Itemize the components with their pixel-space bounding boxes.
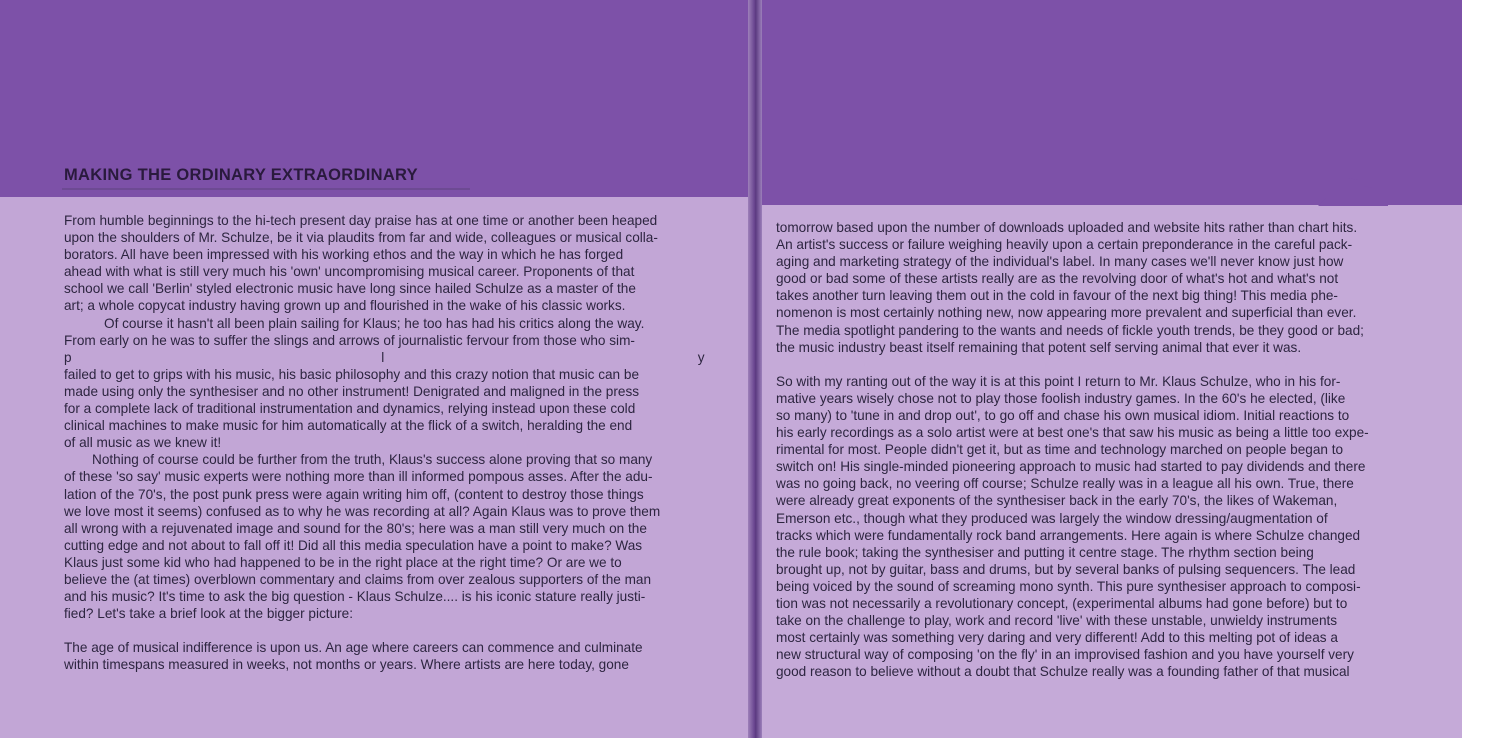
text-line: rimental for most. People didn't get it, but as time and technology marched on people began to [776,442,1344,458]
text-line: Of course it hasn't all been plain sailing for Klaus; he too has had his critics along the way. [104,315,645,331]
right-header-band [755,0,1462,205]
text-line: we love most it seems) confused as to why he was recording at all? Again Klaus was to prove them [64,503,661,519]
text-line: of these 'so say' music experts were nothing more than ill informed pompous asses. After the adu- [64,469,653,485]
text-line: cutting edge and not about to fall off it! Did all this media speculation have a point to make? Was [64,537,643,553]
book-gutter [748,0,762,738]
text-line: of all music as we knew it! [64,435,222,451]
text-line: most certainly was something very daring and very different! Add to this melting pot of ideas a [776,630,1338,646]
text-line: being voiced by the sound of screaming mono synth. This pure synthesiser approach to composi- [776,578,1361,594]
text-line: borators. All have been impressed with his working ethos and the way in which he has forged [64,247,624,263]
text-line: art; a whole copycat industry having grown up and flourished in the wake of his classic works. [64,298,626,314]
text-line: tion was not necessarily a revolutionary concept, (experimental albums had gone before) but to [776,595,1348,611]
text-line: the music industry beast itself remaining that potent self serving animal that ever it was. [776,339,1302,355]
text-line: Klaus just some kid who had happened to be in the right place at the right time? Or are we to [64,554,622,570]
text-line: new structural way of composing 'on the fly' in an improvised fashion and you have yourself very [776,647,1354,663]
text-line: school we call 'Berlin' styled electronic music have long since hailed Schulze as a master of the [64,281,636,297]
text-line: The media spotlight pandering to the wants and needs of fickle youth trends, be they good or bad; [776,322,1364,338]
heading-underline [62,188,470,190]
text-line: mative years wisely chose not to play those foolish industry games. In the 60's he elected, (like [776,390,1346,406]
text-line: nomenon is most certainly nothing new, now appearing more prevalent and superficial than ever. [776,305,1357,321]
text-line: Nothing of course could be further from the truth, Klaus's success alone proving that so many [92,452,653,468]
text-line: the rule book; taking the synthesiser and putting it centre stage. The rhythm section being [776,544,1314,560]
text-line: take on the challenge to play, work and record 'live' with these unstable, unwieldy instruments [776,613,1338,629]
text-line: tracks which were fundamentally rock band arrangements. Here again is where Schulze changed [776,527,1361,543]
band-edge-shape [1318,176,1388,206]
text-line: made using only the synthesiser and no other instrument! Denigrated and maligned in the press [64,383,640,399]
text-line: lation of the 70's, the post punk press were again writing him off, (content to destroy those things [64,486,644,502]
text-line: good or bad some of these artists really are as the revolving door of what's hot and what's not [776,271,1339,287]
text-line: So with my ranting out of the way it is at this point I return to Mr. Klaus Schulze, who in his for- [776,373,1341,389]
text-line: ahead with what is still very much his 'own' uncompromising musical career. Proponents of that [64,264,635,280]
text-line: fied? Let's take a brief look at the bigger picture: [64,606,353,622]
text-line: From early on he was to suffer the slings and arrows of journalistic fervour from those who sim- [64,332,635,348]
scan-margin [1462,0,1500,738]
text-line: tomorrow based upon the number of downloads uploaded and website hits rather than chart hits. [776,220,1358,235]
text-line: Emerson etc., though what they produced was largely the window dressing/augmentation of [776,510,1328,526]
article-heading: MAKING THE ORDINARY EXTRAORDINARY [64,166,418,184]
text-line: upon the shoulders of Mr. Schulze, be it via plaudits from far and wide, colleagues or musical colla- [64,230,658,246]
text-line: good reason to believe without a doubt that Schulze really was a founding father of that musical [776,664,1350,680]
text-line: failed to get to grips with his music, his basic philosophy and this crazy notion that music can be [64,366,640,382]
paragraph-gap [776,356,1369,373]
text-line: so many) to 'tune in and drop out', to go off and chase his own musical idiom. Initial reactions to [776,407,1350,423]
text-line: believe the (at times) overblown commentary and claims from over zealous supporters of the man [64,571,652,587]
text-line: The age of musical indifference is upon us. An age where careers can commence and culminate [64,640,643,656]
text-line: was no going back, no veering off course; Schulze really was in a league all his own. True, there [776,476,1354,492]
text-line: aging and marketing strategy of the individual's label. In many cases we'll never know just how [776,254,1344,270]
text-line: for a complete lack of traditional instrumentation and dynamics, relying instead upon these cold [64,401,636,417]
left-text-column [64,212,705,673]
text-line: switch on! His single-minded pioneering approach to music had started to pay dividends and there [776,459,1366,475]
text-line: all wrong with a rejuvenated image and sound for the 80's; here was a man still very much on the [64,520,647,536]
text-line: An artist's success or failure weighing heavily upon a certain preponderance in the careful pack- [776,237,1353,253]
right-text-column [776,219,1369,680]
text-line: clinical machines to make music for him automatically at the flick of a switch, heralding the end [64,418,633,434]
text-line: takes another turn leaving them out in the cold in favour of the next big thing! This media phe- [776,288,1338,304]
text-line: were already great exponents of the synthesiser back in the early 70's, the likes of Wakeman, [776,493,1338,509]
text-line: p l y [64,349,705,365]
text-line: and his music? It's time to ask the big question - Klaus Schulze.... is his iconic stature really justi- [64,589,646,605]
paragraph-gap [64,622,705,639]
text-line: brought up, not by guitar, bass and drums, but by several banks of pulsing sequencers. The lead [776,561,1356,577]
text-line: From humble beginnings to the hi-tech present day praise has at one time or another been heaped [64,213,658,228]
text-line: within timespans measured in weeks, not months or years. Where artists are here today, gone [64,657,629,673]
text-line: his early recordings as a solo artist were at best one's that saw his music as being a little too expe- [776,425,1369,441]
